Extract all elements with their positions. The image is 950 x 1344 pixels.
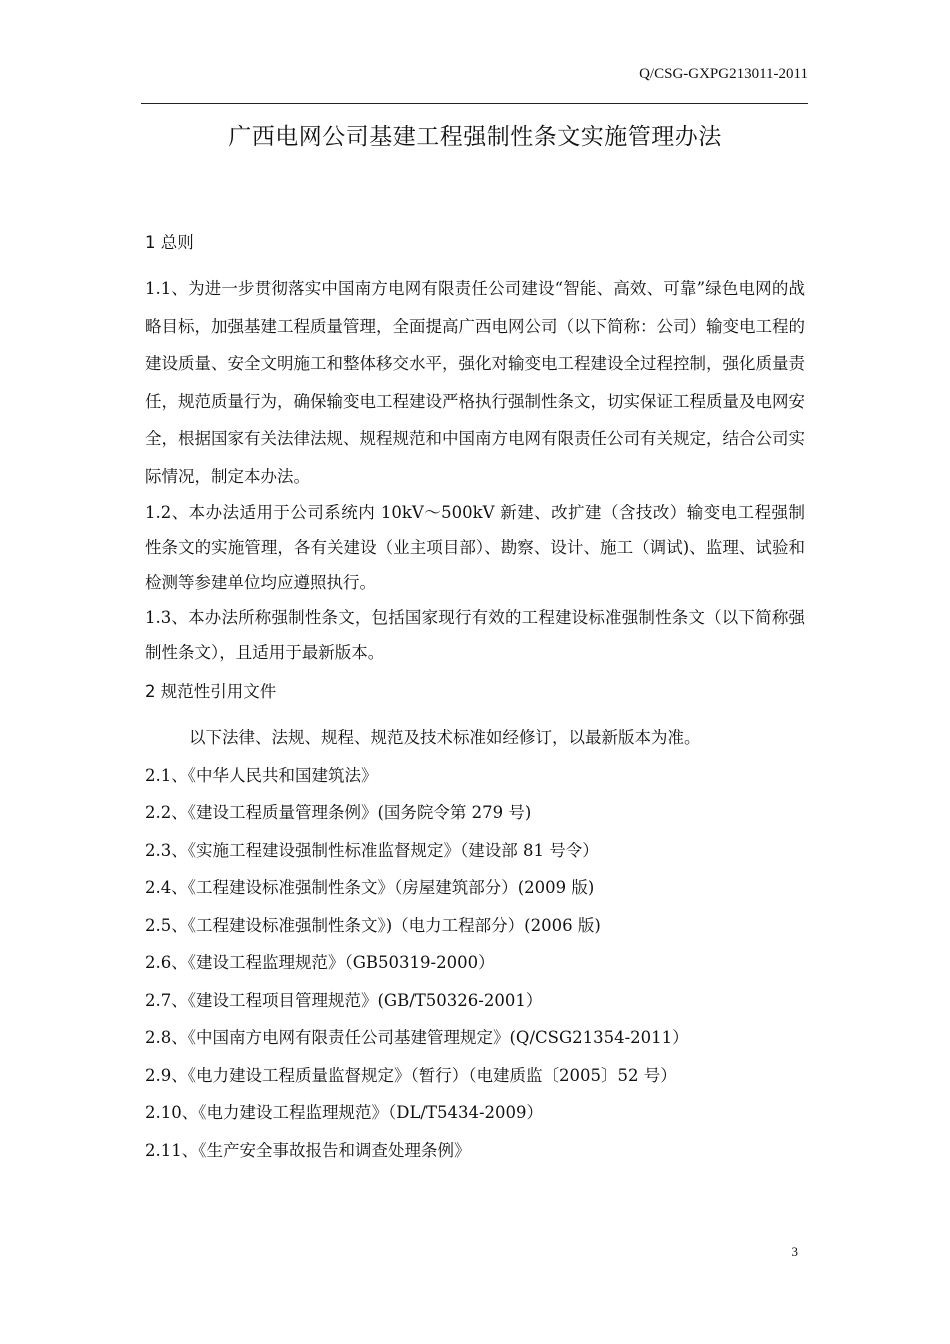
- reference-item: 2.6、《建设工程监理规范》（GB50319-2000）: [145, 953, 495, 972]
- document-title: 广西电网公司基建工程强制性条文实施管理办法: [228, 124, 722, 150]
- clause-1-2: 1.2、本办法适用于公司系统内 10kV～500kV 新建、改扩建（含技改）输变电工程强制性条文的实施管理，各有关建设（业主项目部）、勘察、设计、施工（调试)、监理、试验和检测等参建单位均应遵照执行。: [145, 503, 805, 592]
- reference-item: 2.5、《工程建设标准强制性条文》)（电力工程部分）(2006 版): [145, 915, 601, 935]
- document-body: [145, 226, 805, 1169]
- reference-item: 2.4、《工程建设标准强制性条文》（房屋建筑部分）(2009 版): [145, 878, 595, 897]
- reference-list: [145, 757, 805, 1170]
- document-code: Q/CSG-GXPG213011-2011: [639, 66, 808, 82]
- reference-item: 2.2、《建设工程质量管理条例》(国务院令第 279 号): [145, 803, 532, 822]
- clause-1-1: 1.1、为进一步贯彻落实中国南方电网有限责任公司建设“智能、高效、可靠”绿色电网的战略目标，加强基建工程质量管理，全面提高广西电网公司（以下简称：公司）输变电工程的建设质量、安全文明施工和整体移交水平，强化对输变电工程建设全过程控制，强化质量责任，规范质量行为，确保输变电工程建设严格执行强制性条文，切实保证工程质量及电网安全，根据国家有关法律法规、规程规范和中国南方电网有限责任公司有关规定，结合公司实际情况，制定本办法。: [145, 279, 805, 486]
- section-1-heading: 1 总则: [145, 233, 194, 252]
- reference-item: 2.10、《电力建设工程监理规范》（DL/T5434-2009）: [145, 1103, 544, 1122]
- section-2-heading: 2 规范性引用文件: [145, 682, 277, 701]
- reference-item: 2.1、《中华人民共和国建筑法》: [145, 765, 378, 785]
- clause-1-3: 1.3、本办法所称强制性条文，包括国家现行有效的工程建设标准强制性条文（以下简称强制性条文），且适用于最新版本。: [145, 608, 805, 662]
- reference-item: 2.7、《建设工程项目管理规范》(GB/T50326-2001）: [145, 990, 543, 1010]
- header-rule: [141, 103, 808, 104]
- references-intro: 以下法律、法规、规程、规范及技术标准如经修订，以最新版本为准。: [189, 728, 701, 747]
- page-number: 3: [791, 1244, 798, 1259]
- reference-item: 2.9、《电力建设工程质量监督规定》（暂行）（电建质监〔2005〕52 号）: [145, 1065, 677, 1085]
- reference-item: 2.11、《生产安全事故报告和调查处理条例》: [145, 1140, 471, 1160]
- reference-item: 2.3、《实施工程建设强制性标准监督规定》（建设部 81 号令）: [145, 840, 599, 860]
- reference-item: 2.8、《中国南方电网有限责任公司基建管理规定》(Q/CSG21354-2011）: [145, 1028, 689, 1047]
